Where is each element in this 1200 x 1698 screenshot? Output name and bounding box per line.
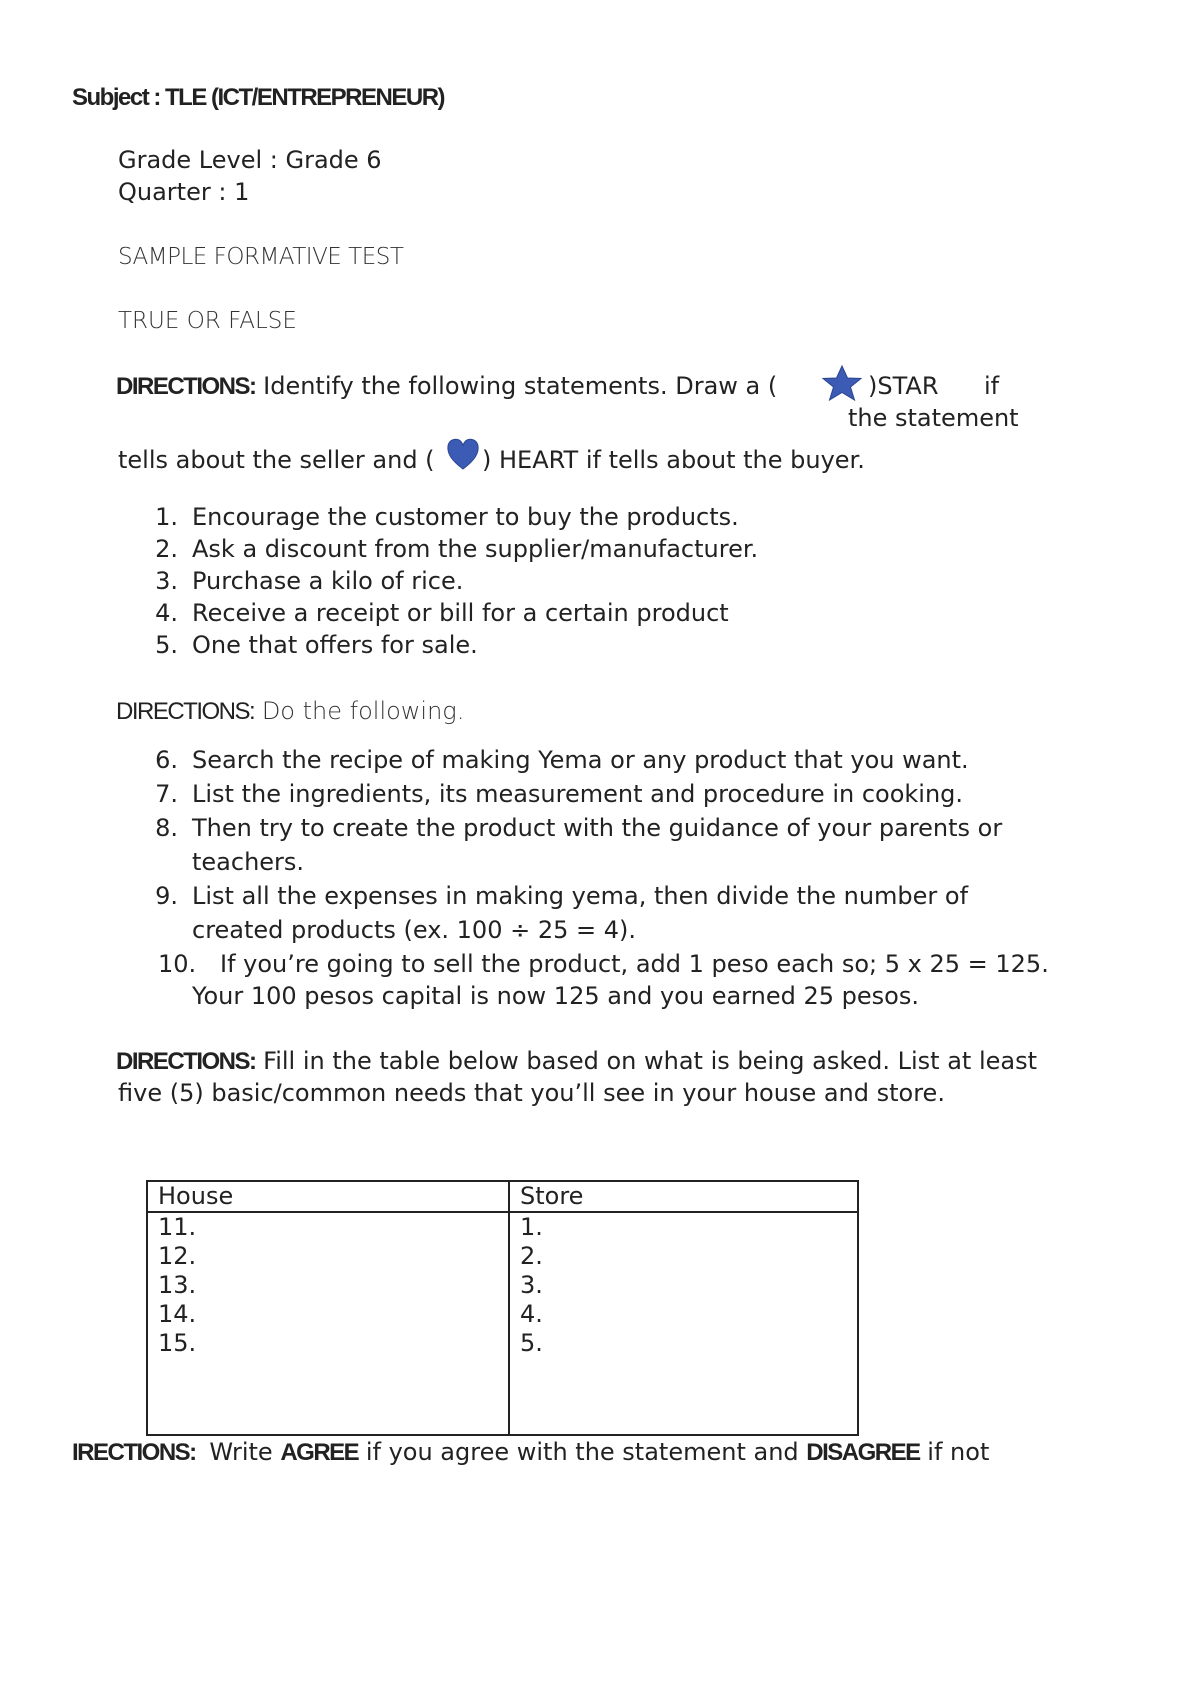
- directions-1: [116, 372, 777, 401]
- directions-line2: the statement: [848, 404, 1019, 432]
- item-number: 5.: [155, 631, 178, 659]
- house-item: 15.: [158, 1329, 197, 1357]
- needs-table: [146, 1180, 859, 1436]
- grade-level: Grade Level : Grade 6: [118, 146, 382, 174]
- item-text: Purchase a kilo of rice.: [192, 567, 464, 595]
- store-item: 3.: [520, 1271, 543, 1299]
- item-text: Search the recipe of making Yema or any product that you want.: [192, 746, 969, 774]
- item-number: 9.: [155, 882, 178, 910]
- item-number: 1.: [155, 503, 178, 531]
- directions-4: [72, 1438, 989, 1467]
- house-column[interactable]: [147, 1212, 509, 1435]
- directions-label: DIRECTIONS:: [116, 698, 255, 725]
- item-text: Ask a discount from the supplier/manufacturer.: [192, 535, 759, 563]
- if-word: if: [984, 372, 1000, 400]
- directions-end: if not: [927, 1438, 990, 1466]
- store-item: 4.: [520, 1300, 543, 1328]
- directions-2: [116, 697, 464, 726]
- store-item: 1.: [520, 1213, 543, 1241]
- heart-icon: [445, 436, 481, 472]
- directions-label: DIRECTIONS:: [116, 373, 256, 400]
- directions-mid: if you agree with the statement and: [365, 1438, 799, 1466]
- directions-label: IRECTIONS:: [72, 1439, 196, 1466]
- item-text-continued: created products (ex. 100 ÷ 25 = 4).: [192, 916, 636, 944]
- item-text: If you’re going to sell the product, add 1 peso each so; 5 x 25 = 125.: [220, 950, 1049, 978]
- item-text: Receive a receipt or bill for a certain product: [192, 599, 729, 627]
- agree-word: AGREE: [280, 1439, 359, 1466]
- item-text-continued: Your 100 pesos capital is now 125 and you earned 25 pesos.: [192, 982, 919, 1010]
- item-text: List all the expenses in making yema, then divide the number of: [192, 882, 969, 910]
- store-item: 2.: [520, 1242, 543, 1270]
- test-type: TRUE OR FALSE: [118, 308, 297, 334]
- item-number: 2.: [155, 535, 178, 563]
- item-number: 10.: [158, 950, 197, 978]
- test-title: SAMPLE FORMATIVE TEST: [118, 244, 404, 270]
- star-icon: [818, 364, 866, 402]
- item-number: 4.: [155, 599, 178, 627]
- table-header-house: House: [147, 1181, 509, 1212]
- item-number: 7.: [155, 780, 178, 808]
- item-text: One that offers for sale.: [192, 631, 478, 659]
- table-header-store: Store: [509, 1181, 858, 1212]
- item-number: 8.: [155, 814, 178, 842]
- item-text-continued: teachers.: [192, 848, 305, 876]
- store-column[interactable]: [509, 1212, 858, 1435]
- directions-line3a: tells about the seller and (: [118, 446, 435, 474]
- store-item: 5.: [520, 1329, 543, 1357]
- directions-3: [116, 1047, 1037, 1076]
- directions-text: Fill in the table below based on what is being asked. List at least: [263, 1047, 1037, 1075]
- item-text: Then try to create the product with the guidance of your parents or: [192, 814, 1003, 842]
- subject-line: Subject : TLE (ICT/ENTREPRENEUR): [72, 84, 445, 111]
- quarter: Quarter : 1: [118, 178, 250, 206]
- item-text: Encourage the customer to buy the products.: [192, 503, 739, 531]
- directions-text: Identify the following statements. Draw a (: [263, 372, 778, 400]
- disagree-word: DISAGREE: [806, 1439, 920, 1466]
- directions-3-line2: five (5) basic/common needs that you’ll see in your house and store.: [118, 1079, 945, 1107]
- star-word: )STAR: [868, 372, 939, 400]
- house-item: 14.: [158, 1300, 197, 1328]
- house-item: 12.: [158, 1242, 197, 1270]
- item-number: 3.: [155, 567, 178, 595]
- directions-label: DIRECTIONS:: [116, 1048, 256, 1075]
- item-text: List the ingredients, its measurement and procedure in cooking.: [192, 780, 964, 808]
- house-item: 13.: [158, 1271, 197, 1299]
- house-item: 11.: [158, 1213, 197, 1241]
- write-word: Write: [209, 1438, 273, 1466]
- directions-text: Do the following.: [261, 697, 465, 725]
- item-number: 6.: [155, 746, 178, 774]
- directions-line3b: ) HEART if tells about the buyer.: [482, 446, 865, 474]
